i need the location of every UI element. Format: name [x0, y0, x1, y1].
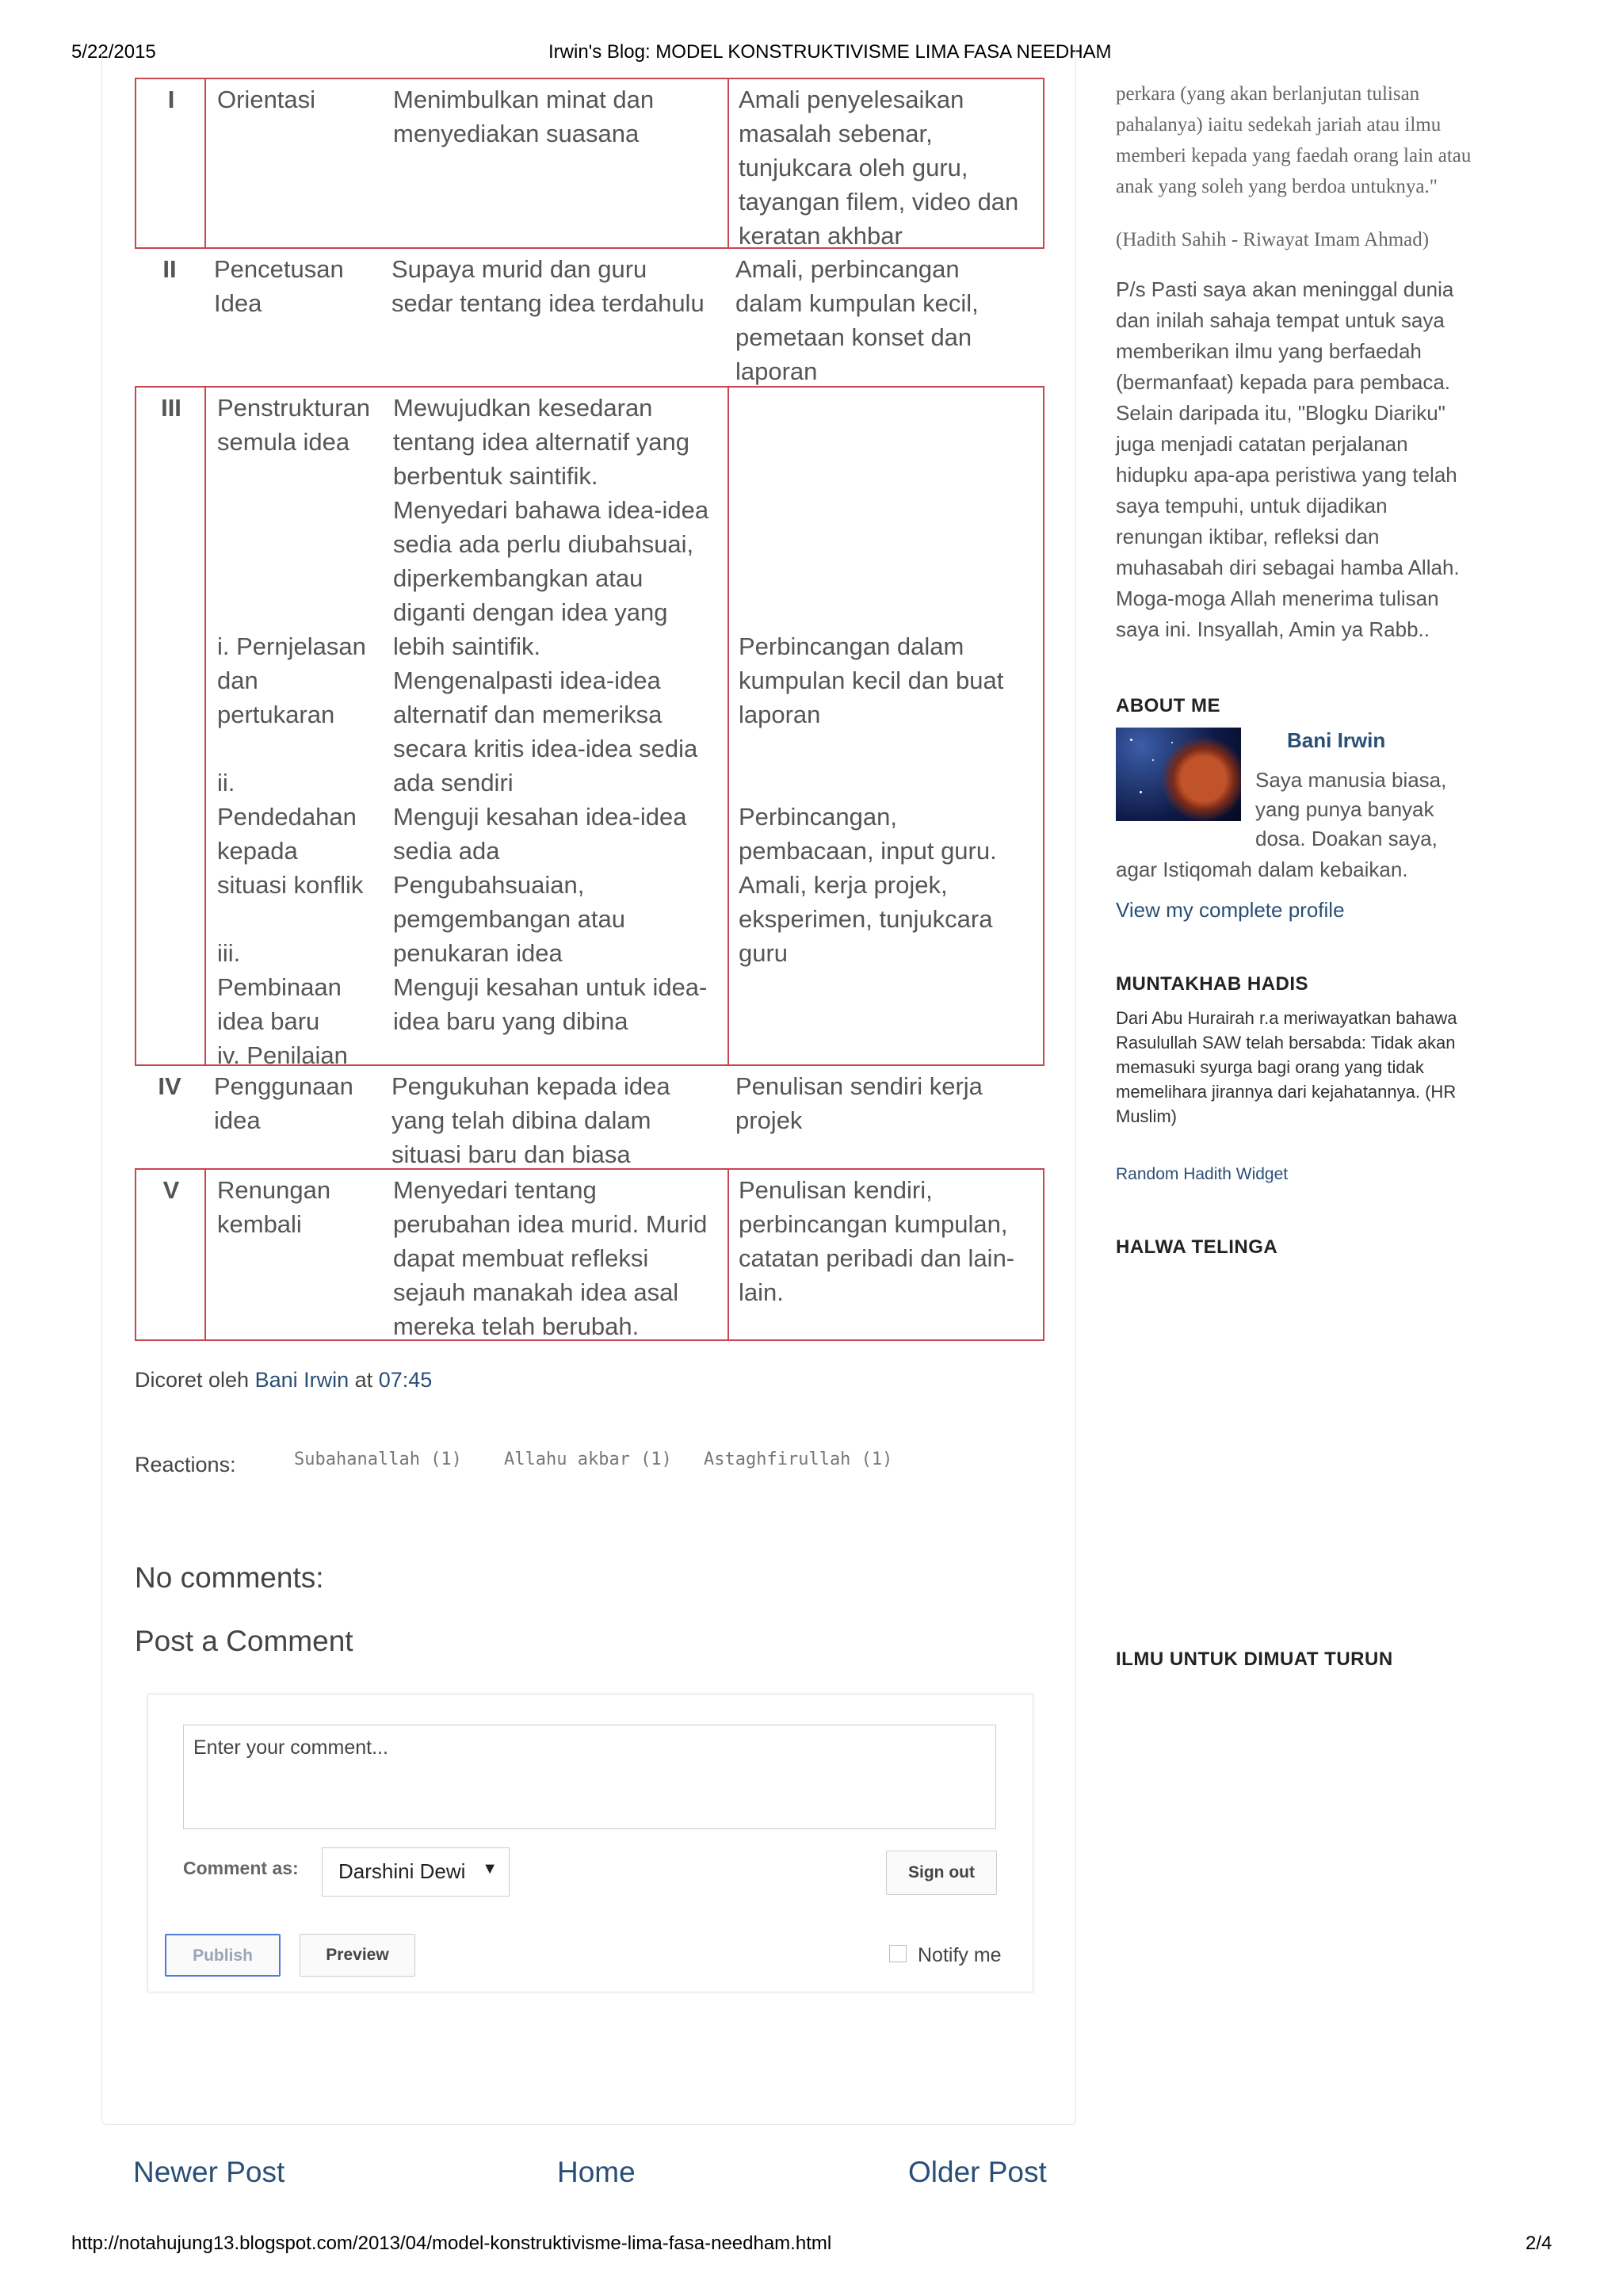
- at-label: at: [354, 1368, 373, 1392]
- text-line: ii.: [217, 769, 235, 797]
- notify-label: Notify me: [918, 1944, 1002, 1966]
- text-line: dan: [217, 667, 258, 694]
- reaction-allahu-akbar[interactable]: Allahu akbar (1): [504, 1450, 672, 1469]
- text-line: Pengukuhan kepada idea: [391, 1072, 670, 1100]
- text-line: sedia ada perlu diubahsuai,: [393, 530, 694, 558]
- view-profile-link[interactable]: View my complete profile: [1116, 898, 1345, 922]
- post-time-link[interactable]: 07:45: [378, 1368, 433, 1392]
- text-line: Idea: [214, 289, 262, 317]
- text-line: kumpulan kecil dan buat: [739, 667, 1004, 694]
- sidebar-ps-text: [1116, 274, 1528, 645]
- text-line: Amali penyelesaikan: [739, 86, 964, 113]
- text-line: Dari Abu Hurairah r.a meriwayatkan bahawa: [1116, 1008, 1457, 1028]
- text-line: iv. Penilaian: [217, 1041, 348, 1069]
- text-line: renungan iktibar, refleksi dan: [1116, 525, 1380, 548]
- text-line: catatan peribadi dan lain-: [739, 1244, 1015, 1272]
- phase-cell: [206, 79, 382, 247]
- text-line: [217, 561, 372, 595]
- text-line: Pembinaan: [217, 973, 342, 1001]
- print-page-number: 2/4: [1526, 2233, 1552, 2254]
- text-line: pahalanya) iaitu sedekah jariah atau ilmu: [1116, 114, 1442, 136]
- text-line: yang punya banyak: [1255, 797, 1434, 821]
- text-line: Orientasi: [217, 86, 316, 113]
- text-line: saya ini. Insyallah, Amin ya Rabb..: [1116, 617, 1430, 641]
- reaction-astaghfirullah[interactable]: Astaghfirullah (1): [704, 1450, 893, 1469]
- phase-cell: [206, 388, 382, 1069]
- text-line: laporan: [735, 357, 818, 385]
- identity-value: Darshini Dewi: [338, 1859, 466, 1883]
- phase-cell: [204, 249, 380, 386]
- text-line: situasi konflik: [217, 871, 364, 899]
- text-line: berbentuk saintifik.: [393, 462, 598, 490]
- sidebar-quote-source: (Hadith Sahih - Riwayat Imam Ahmad): [1116, 229, 1430, 250]
- text-line: (bermanfaat) kepada para pembaca.: [1116, 370, 1451, 394]
- sign-out-button[interactable]: Sign out: [886, 1851, 997, 1895]
- activity-cell: [727, 1170, 1046, 1339]
- text-line: P/s Pasti saya akan meninggal dunia: [1116, 277, 1454, 301]
- table-row: [135, 249, 1044, 386]
- text-line: Amali, perbincangan: [735, 255, 960, 283]
- identity-select[interactable]: [322, 1847, 510, 1897]
- text-line: ada sendiri: [393, 769, 514, 797]
- text-line: lebih saintifik.: [393, 632, 541, 660]
- text-line: Renungan: [217, 1176, 331, 1204]
- text-line: [739, 732, 1037, 766]
- text-line: tunjukcara oleh guru,: [739, 154, 968, 181]
- text-line: dan inilah sahaja tempat untuk saya: [1116, 308, 1445, 332]
- print-date: 5/22/2015: [71, 41, 156, 63]
- row-number: V: [162, 1176, 180, 1204]
- text-line: tayangan filem, video dan: [739, 188, 1019, 216]
- activity-cell: [727, 79, 1046, 250]
- text-line: pemgembangan atau: [393, 905, 626, 933]
- posted-by-label: Dicoret oleh: [135, 1368, 250, 1392]
- text-line: Pengubahsuaian,: [393, 871, 585, 899]
- text-line: secara kritis idea-idea sedia: [393, 735, 698, 762]
- text-line: Menyedari tentang: [393, 1176, 597, 1204]
- purpose-cell: [380, 249, 726, 386]
- print-title: Irwin's Blog: MODEL KONSTRUKTIVISME LIMA FASA NEEDHAM: [548, 41, 1112, 63]
- text-line: [739, 391, 1037, 425]
- text-line: diganti dengan idea yang: [393, 598, 668, 626]
- text-line: iii.: [217, 939, 241, 967]
- comment-as-label: Comment as:: [183, 1858, 299, 1878]
- text-line: [217, 527, 372, 561]
- about-bio-last-line: agar Istiqomah dalam kebaikan.: [1116, 858, 1408, 881]
- text-line: situasi baru dan biasa: [391, 1140, 631, 1168]
- text-line: memelihara jirannya dari kejahatannya. (HR: [1116, 1082, 1457, 1102]
- print-url: http://notahujung13.blogspot.com/2013/04/model-konstruktivisme-lima-fasa-needham.html: [71, 2233, 832, 2254]
- text-line: Menyedari bahawa idea-idea: [393, 496, 709, 524]
- author-link[interactable]: Bani Irwin: [254, 1368, 349, 1392]
- text-line: Mewujudkan kesedaran: [393, 394, 653, 422]
- table-row: [135, 386, 1044, 1069]
- phase-cell: [204, 1066, 380, 1168]
- purpose-cell: [380, 1066, 726, 1168]
- text-line: Selain daripada itu, "Blogku Diariku": [1116, 401, 1445, 425]
- text-line: muhasabah diri sebagai hamba Allah.: [1116, 556, 1460, 579]
- text-line: [217, 732, 372, 766]
- text-line: keratan akhbar: [739, 222, 903, 250]
- text-line: idea: [214, 1106, 261, 1134]
- text-line: Penggunaan: [214, 1072, 353, 1100]
- text-line: juga menjadi catatan perjalanan: [1116, 432, 1408, 456]
- ilmu-heading: ILMU UNTUK DIMUAT TURUN: [1116, 1648, 1393, 1670]
- text-line: kepada: [217, 837, 298, 865]
- text-line: Menimbulkan minat dan: [393, 86, 655, 113]
- publish-button[interactable]: Publish: [165, 1934, 281, 1977]
- text-line: sedar tentang idea terdahulu: [391, 289, 705, 317]
- text-line: projek: [735, 1106, 803, 1134]
- text-line: penukaran idea: [393, 939, 563, 967]
- text-line: perbincangan kumpulan,: [739, 1210, 1008, 1238]
- text-line: memberikan ilmu yang berfaedah: [1116, 339, 1422, 363]
- text-line: saya tempuhi, untuk dijadikan: [1116, 494, 1388, 518]
- text-line: tentang idea alternatif yang: [393, 428, 689, 456]
- purpose-cell: [382, 388, 727, 1064]
- text-line: memberi kepada yang faedah orang lain atau: [1116, 145, 1472, 166]
- hadis-text: [1116, 1006, 1536, 1129]
- text-line: anak yang soleh yang berdoa untuknya.": [1116, 176, 1438, 197]
- text-line: eksperimen, tunjukcara: [739, 905, 993, 933]
- row-number: II: [162, 255, 177, 283]
- text-line: semula idea: [217, 428, 350, 456]
- text-line: [217, 902, 372, 936]
- text-line: [739, 561, 1037, 595]
- text-line: menyediakan suasana: [393, 120, 640, 147]
- text-line: Moga-moga Allah menerima tulisan: [1116, 586, 1439, 610]
- about-name-link[interactable]: Bani Irwin: [1287, 728, 1386, 752]
- older-post-link[interactable]: Older Post: [908, 2156, 1047, 2188]
- text-line: dosa. Doakan saya,: [1255, 827, 1438, 850]
- text-line: i. Pernjelasan: [217, 632, 366, 660]
- text-line: mereka telah berubah.: [393, 1312, 640, 1340]
- comment-form: [147, 1694, 1033, 1992]
- text-line: idea baru: [217, 1007, 320, 1035]
- text-line: laporan: [739, 701, 821, 728]
- activity-cell: [726, 249, 1044, 386]
- text-line: [739, 493, 1037, 527]
- text-line: Penstrukturan: [217, 394, 370, 422]
- text-line: sedia ada: [393, 837, 500, 865]
- text-line: idea baru yang dibina: [393, 1007, 628, 1035]
- dropdown-arrow-icon: ▼: [482, 1860, 498, 1878]
- halwa-telinga-heading: HALWA TELINGA: [1116, 1236, 1278, 1258]
- text-line: [739, 425, 1037, 459]
- text-line: dapat membuat refleksi: [393, 1244, 649, 1272]
- text-line: Pendedahan: [217, 803, 357, 831]
- text-line: [217, 493, 372, 527]
- newer-post-link[interactable]: Newer Post: [133, 2156, 285, 2188]
- text-line: Perbincangan dalam: [739, 632, 964, 660]
- text-line: perubahan idea murid. Murid: [393, 1210, 708, 1238]
- text-line: masalah sebenar,: [739, 120, 933, 147]
- text-line: kembali: [217, 1210, 302, 1238]
- text-line: Menguji kesahan untuk idea-: [393, 973, 708, 1001]
- sidebar-quote: [1116, 78, 1528, 202]
- text-line: [217, 459, 372, 493]
- text-line: Pencetusan: [214, 255, 344, 283]
- text-line: Muslim): [1116, 1106, 1177, 1126]
- text-line: Perbincangan,: [739, 803, 897, 831]
- text-line: Penulisan kendiri,: [739, 1176, 933, 1204]
- post-comment-heading: Post a Comment: [135, 1625, 353, 1657]
- table-row: [135, 1168, 1044, 1341]
- no-comments-heading: No comments:: [135, 1561, 324, 1594]
- row-number: I: [167, 86, 175, 113]
- notify-checkbox[interactable]: [889, 1945, 907, 1962]
- text-line: sejauh manakah idea asal: [393, 1278, 679, 1306]
- text-line: [739, 527, 1037, 561]
- text-line: [739, 766, 1037, 800]
- activity-cell: [726, 1066, 1044, 1168]
- text-line: Rasulullah SAW telah bersabda: Tidak akan: [1116, 1033, 1456, 1052]
- muntakhab-hadis-heading: MUNTAKHAB HADIS: [1116, 973, 1309, 995]
- text-line: pemetaan konset dan: [735, 323, 972, 351]
- text-line: perkara (yang akan berlanjutan tulisan: [1116, 83, 1420, 105]
- purpose-cell: [382, 1170, 727, 1339]
- text-line: pembacaan, input guru.: [739, 837, 997, 865]
- table-row: [135, 1066, 1044, 1168]
- about-bio: [1255, 766, 1517, 854]
- comment-textarea[interactable]: Enter your comment...: [183, 1725, 996, 1829]
- text-line: dalam kumpulan kecil,: [735, 289, 979, 317]
- about-me-heading: ABOUT ME: [1116, 695, 1220, 716]
- text-line: alternatif dan memeriksa: [393, 701, 663, 728]
- text-line: pertukaran: [217, 701, 335, 728]
- random-hadith-widget-link[interactable]: Random Hadith Widget: [1116, 1165, 1289, 1183]
- preview-button[interactable]: Preview: [300, 1934, 415, 1977]
- home-link[interactable]: Home: [557, 2156, 636, 2188]
- table-row: [135, 78, 1044, 249]
- text-line: Supaya murid dan guru: [391, 255, 647, 283]
- row-number: IV: [158, 1072, 181, 1100]
- activity-cell: [727, 388, 1046, 1064]
- text-line: yang telah dibina dalam: [391, 1106, 651, 1134]
- text-line: memasuki syurga bagi orang yang tidak: [1116, 1057, 1424, 1077]
- text-line: [739, 459, 1037, 493]
- text-line: Menguji kesahan idea-idea: [393, 803, 687, 831]
- reaction-subahanallah[interactable]: Subahanallah (1): [294, 1450, 462, 1469]
- text-line: Saya manusia biasa,: [1255, 768, 1447, 792]
- text-line: guru: [739, 939, 789, 967]
- text-line: Mengenalpasti idea-idea: [393, 667, 661, 694]
- text-line: [739, 595, 1037, 629]
- text-line: hidupku apa-apa peristiwa yang telah: [1116, 463, 1457, 487]
- text-line: diperkembangkan atau: [393, 564, 643, 592]
- text-line: [217, 595, 372, 629]
- phase-cell: [206, 1170, 382, 1339]
- text-line: Amali, kerja projek,: [739, 871, 948, 899]
- row-number: III: [161, 394, 181, 422]
- reactions-label: Reactions:: [135, 1453, 236, 1477]
- avatar[interactable]: [1116, 728, 1241, 821]
- post-byline: [135, 1368, 432, 1392]
- purpose-cell: [382, 79, 727, 247]
- text-line: Penulisan sendiri kerja: [735, 1072, 983, 1100]
- text-line: lain.: [739, 1278, 784, 1306]
